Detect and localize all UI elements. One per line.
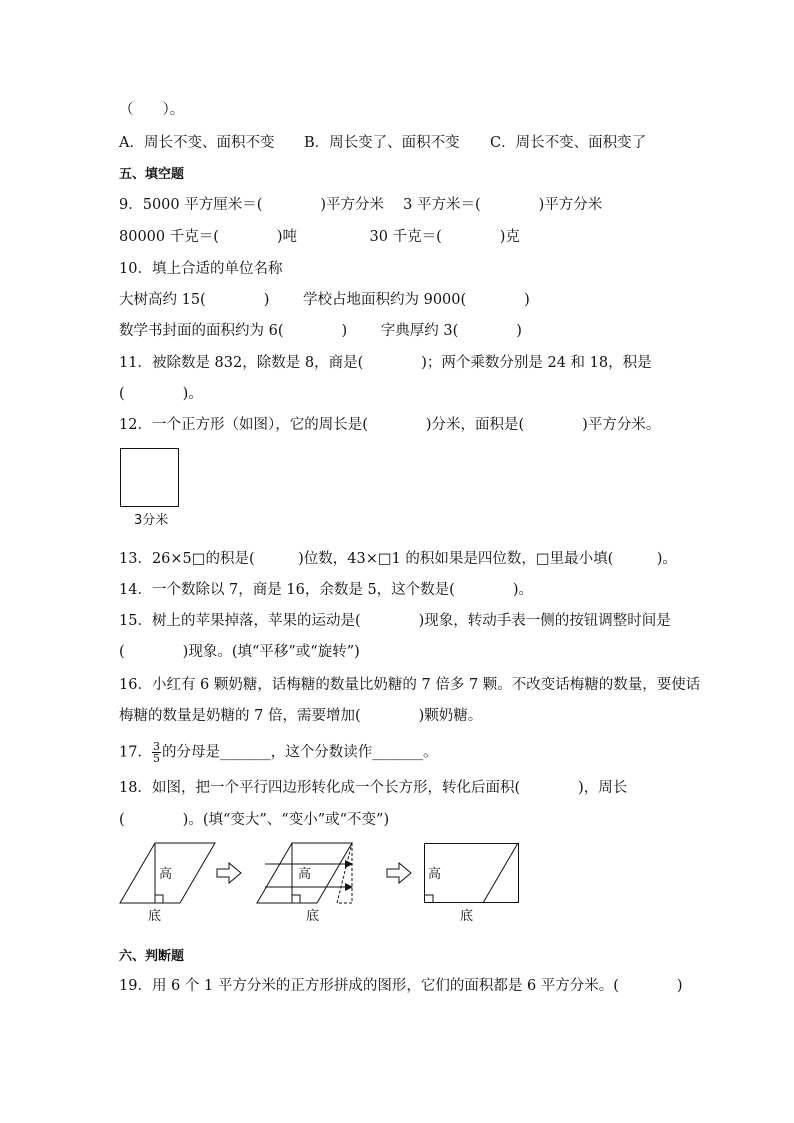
q9-line-1: 9．5000 平方厘米＝( )平方分米 3 平方米＝( )平方分米 [119,197,603,213]
height-label: 高 [298,867,312,882]
q17-number: 17． [119,744,152,761]
right-angle-mark [425,895,433,903]
q10-line-1: 大树高约 15( ) 学校占地面积约为 9000( ) [119,292,530,308]
q14-line: 14．一个数除以 7，商是 16，余数是 5，这个数是( )。 [119,582,533,598]
square-side-label: 3分米 [134,513,169,528]
q18-line-2: ( )。(填“变大”、“变小”或“不变”) [119,812,390,828]
q13-line: 13．26×5□的积是( )位数，43×□1 的积如果是四位数，□里最小填( )。 [119,551,677,567]
base-label: 底 [306,909,320,924]
q16-line-1: 16．小红有 6 颗奶糖，话梅糖的数量比奶糖的 7 倍多 7 颗。不改变话梅糖的数量，要使话 [119,677,701,693]
cut-line [483,843,518,903]
q11-line-2: ( )。 [119,386,203,402]
q11-line-1: 11．被除数是 832，除数是 8，商是( )；两个乘数分别是 24 和 18，积是 [119,355,652,371]
q15-line-2: ( )现象。(填“平移”或“旋转”) [119,644,360,660]
q12-line: 12．一个正方形（如图），它的周长是( )分米，面积是( )平方分米。 [119,417,661,433]
q15-line-1: 15．树上的苹果掉落，苹果的运动是( )现象，转动手表一侧的按钮调整时间是 [119,613,671,629]
arrowhead-icon [345,860,353,868]
q18-line-1: 18．如图，把一个平行四边形转化成一个长方形，转化后面积( )，周长 [119,780,628,796]
q8-option-c: C．周长不变、面积变了 [490,135,647,151]
right-angle-mark [292,895,300,903]
right-arrow-icon [217,863,241,883]
section-heading-true-false: 六、判断题 [119,949,185,964]
fraction-denominator: 5 [152,752,160,765]
q9-line-2: 80000 千克＝( )吨 30 千克＝( )克 [119,229,520,245]
section-heading-fill-blank: 五、填空题 [119,167,185,182]
square-shape [121,449,179,507]
base-label: 底 [460,909,474,924]
q10-title: 10．填上合适的单位名称 [119,261,283,277]
q10-line-2: 数学书封面的面积约为 6( ) 字典厚约 3( ) [119,323,522,339]
q16-line-2: 梅糖的数量是奶糖的 7 倍，需要增加( )颗奶糖。 [119,708,483,724]
moved-triangle-dashed [337,843,352,903]
q17-fraction [152,741,161,764]
q8-option-b: B．周长变了、面积不变 [304,135,460,151]
q8-tail: （ ）。 [119,102,185,118]
height-label: 高 [159,867,173,882]
q17-text: 的分母是_______，这个分数读作_______。 [161,744,438,761]
q17-line [119,741,437,764]
q18-transform-figure [115,838,535,928]
q8-option-a: A．周长不变、面积不变 [119,135,275,151]
fraction-numerator: 3 [152,740,160,753]
right-arrow-icon [387,863,411,883]
q12-square-figure [110,440,200,532]
height-label: 高 [428,867,442,882]
base-label: 底 [148,909,162,924]
right-angle-mark [155,895,163,903]
q19-line: 19．用 6 个 1 平方分米的正方形拼成的图形，它们的面积都是 6 平方分米。( ) [119,978,683,994]
